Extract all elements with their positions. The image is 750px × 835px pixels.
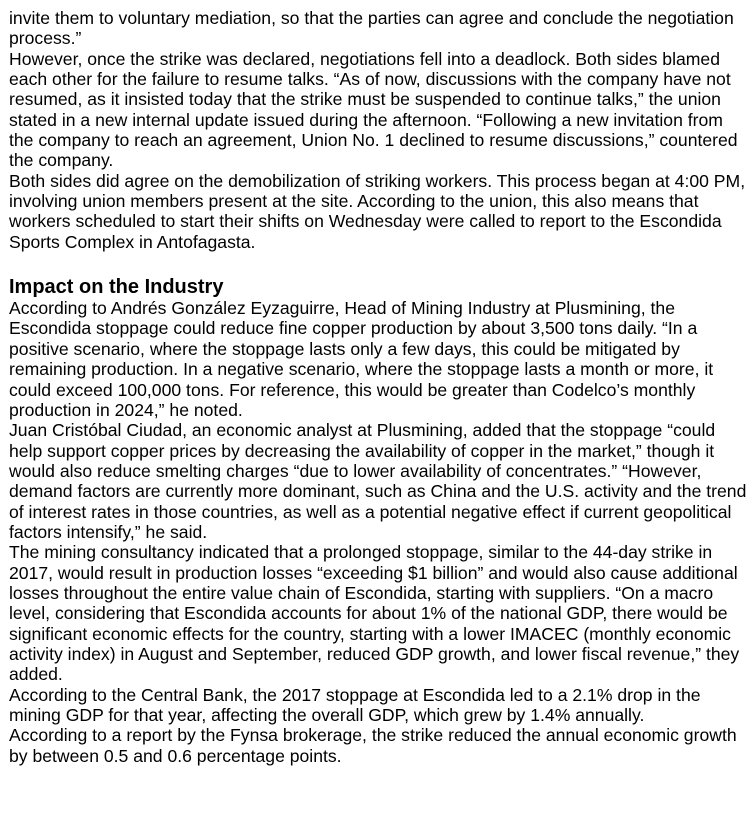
paragraph-copper-prices: Juan Cristóbal Ciudad, an economic analyst at Plusmining, added that the stoppage “could help support copper prices by decreasing the availability of copper in the market,” though it would also reduce smelting charges “due to lower availability of concentrates.” “However, demand factors are currently more dominant, such as China and the U.S. activity and the trend of interest rates in those countries, as well as a potential negative effect if current geopolitical factors intensify,” he said.	[9, 420, 747, 542]
paragraph-mediation-invite: invite them to voluntary mediation, so that the parties can agree and conclude the negotiation process.”	[9, 8, 734, 49]
paragraph-consultancy-losses: The mining consultancy indicated that a prolonged stoppage, similar to the 44-day strike in 2017, would result in production losses “exceeding $1 billion” and would also cause additional losses throughout the entire value chain of Escondida, starting with suppliers. “On a macro level, considering that Escondida accounts for about 1% of the national GDP, there would be significant economic effects for the country, starting with a lower IMACEC (monthly economic activity index) in August and September, reduced GDP growth, and lower fiscal revenue,” they added.	[9, 542, 740, 685]
paragraph-demobilization: Both sides did agree on the demobilization of striking workers. This process began at 4:00 PM, involving union members present at the site. According to the union, this also means that workers scheduled to start their shifts on Wednesday were called to report to the Escondida Sports Complex in Antofagasta.	[9, 170, 746, 252]
paragraph-negotiation-deadlock: However, once the strike was declared, negotiations fell into a deadlock. Both sides blamed each other for the failure to resume talks. “As of now, discussions with the company have not resumed, as it insisted today that the strike must be suspended to continue talks,” the union stated in a new internal update issued during the afternoon. “Following a new invitation from the company to reach an agreement, Union No. 1 declined to resume discussions,” countered the company.	[9, 48, 738, 171]
paragraph-fynsa-report: According to a report by the Fynsa brokerage, the strike reduced the annual economic growth by between 0.5 and 0.6 percentage points.	[9, 725, 737, 766]
section-heading-impact: Impact on the Industry	[9, 276, 224, 299]
paragraph-production-impact: According to Andrés González Eyzaguirre, Head of Mining Industry at Plusmining, the Escondida stoppage could reduce fine copper production by about 3,500 tons daily. “In a positive scenario, where the stoppage lasts only a few days, this could be mitigated by remaining production. In a negative scenario, where the stoppage lasts a month or more, it could exceed 100,000 tons. For reference, this would be greater than Codelco’s monthly production in 2024,” he noted.	[9, 298, 714, 420]
article-body	[9, 8, 747, 766]
paragraph-central-bank: According to the Central Bank, the 2017 stoppage at Escondida led to a 2.1% drop in the mining GDP for that year, affecting the overall GDP, which grew by 1.4% annually.	[9, 684, 701, 725]
